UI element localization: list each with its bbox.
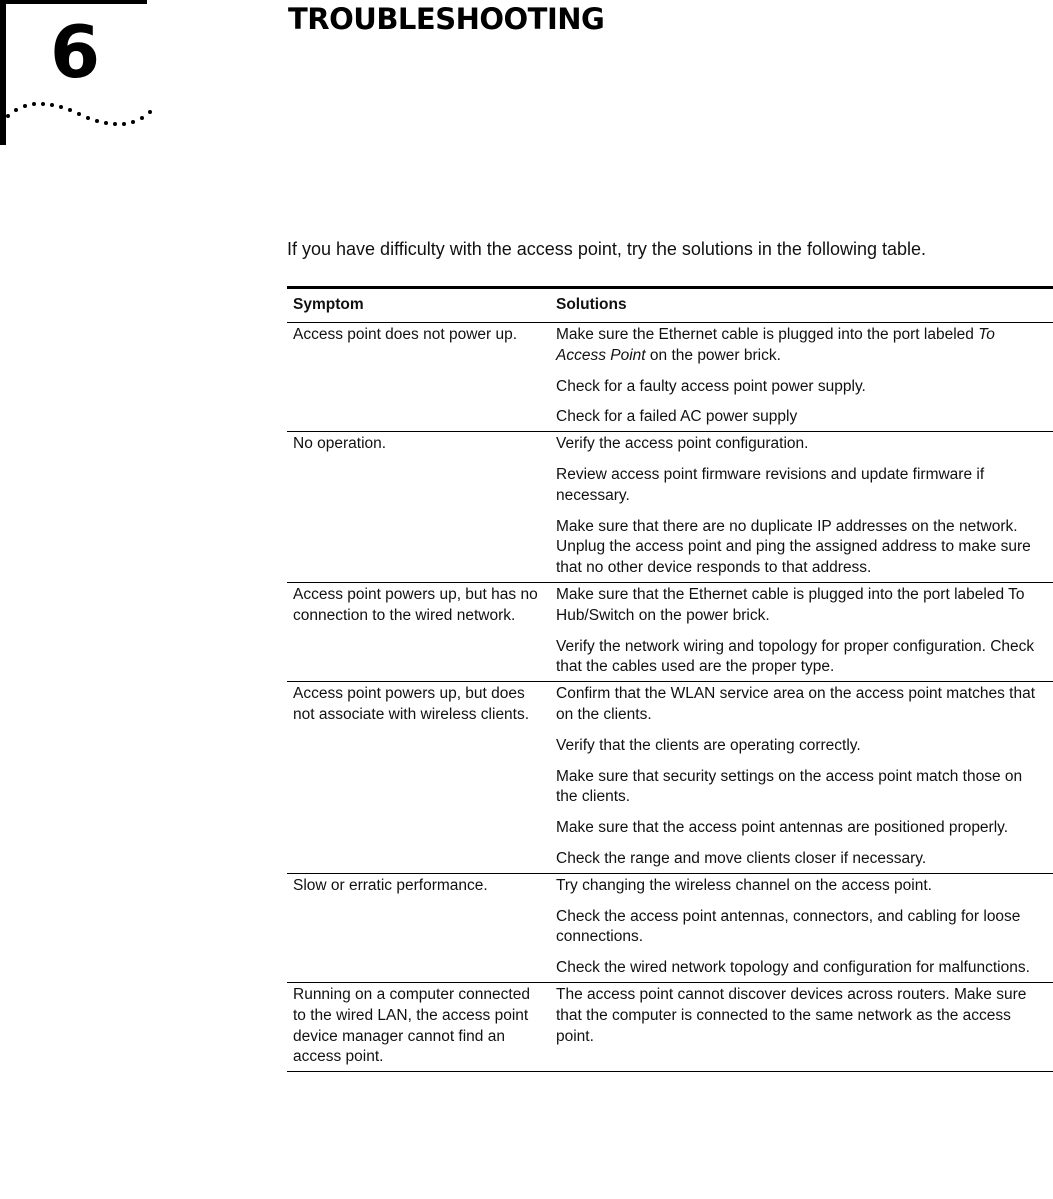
solution-item: Review access point firmware revisions and update firmware if necessary. xyxy=(556,465,985,504)
symptom-cell: Access point powers up, but has no connection to the wired network. xyxy=(287,582,550,681)
solutions-cell xyxy=(550,323,1053,432)
solution-item: Make sure that the access point antennas are positioned properly. xyxy=(556,819,1009,837)
solution-item: Make sure the Ethernet cable is plugged into the port labeled To Access Point on the power brick. xyxy=(556,326,995,364)
solution-item: Make sure that security settings on the access point match those on the clients. xyxy=(556,767,1023,806)
solutions-column-header: Solutions xyxy=(550,288,1053,323)
solutions-cell xyxy=(550,873,1053,982)
table-header-row xyxy=(287,288,1053,323)
solution-item: Check the access point antennas, connectors, and cabling for loose connections. xyxy=(556,907,1021,946)
chapter-marker-top-rule xyxy=(0,0,147,4)
symptom-cell: No operation. xyxy=(287,432,550,583)
chapter-marker xyxy=(0,0,160,150)
solutions-cell xyxy=(550,582,1053,681)
solution-item: Check the wired network topology and configuration for malfunctions. xyxy=(556,959,1030,977)
symptom-column-header: Symptom xyxy=(287,288,550,323)
solution-item: Check for a faulty access point power supply. xyxy=(556,377,866,395)
table-row xyxy=(287,432,1053,583)
table-row xyxy=(287,682,1053,874)
solutions-cell xyxy=(550,982,1053,1071)
intro-paragraph: If you have difficulty with the access point, try the solutions in the following table. xyxy=(287,239,927,259)
table-row xyxy=(287,582,1053,681)
symptom-cell: Access point does not power up. xyxy=(287,323,550,432)
solution-item: Verify that the clients are operating correctly. xyxy=(556,736,861,754)
solutions-cell xyxy=(550,432,1053,583)
troubleshooting-table xyxy=(287,286,1053,1072)
solution-item: Check the range and move clients closer if necessary. xyxy=(556,849,927,867)
table-row xyxy=(287,323,1053,432)
table-row xyxy=(287,982,1053,1071)
solution-item: Make sure that there are no duplicate IP addresses on the network. Unplug the access point and ping the assigned address to make sure that no other device responds to that address. xyxy=(556,517,1031,577)
chapter-title: TROUBLESHOOTING xyxy=(288,2,605,36)
solution-item: Verify the network wiring and topology for proper configuration. Check that the cables used are the proper type. xyxy=(556,637,1035,676)
solution-item: The access point cannot discover devices across routers. Make sure that the computer is connected to the same network as the access point. xyxy=(556,985,1027,1045)
table-row xyxy=(287,873,1053,982)
chapter-number: 6 xyxy=(50,10,101,94)
symptom-cell: Slow or erratic performance. xyxy=(287,873,550,982)
solution-item: Make sure that the Ethernet cable is plugged into the port labeled To Hub/Switch on the power brick. xyxy=(556,585,1025,624)
solution-item: Check for a failed AC power supply xyxy=(556,408,798,426)
solution-item: Confirm that the WLAN service area on the access point matches that on the clients. xyxy=(556,685,1036,723)
solution-item: Try changing the wireless channel on the access point. xyxy=(556,876,932,894)
symptom-cell: Running on a computer connected to the wired LAN, the access point device manager cannot find an access point. xyxy=(287,982,550,1071)
symptom-cell: Access point powers up, but does not associate with wireless clients. xyxy=(287,682,550,874)
dotted-wave-ornament xyxy=(0,96,160,132)
solutions-cell xyxy=(550,682,1053,874)
solution-item: Verify the access point configuration. xyxy=(556,435,809,453)
